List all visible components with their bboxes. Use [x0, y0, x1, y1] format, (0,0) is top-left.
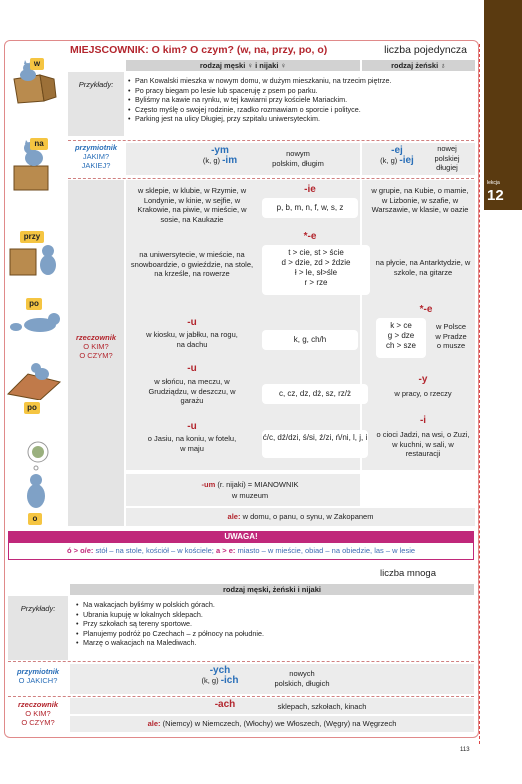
adj-masc-endings [190, 146, 250, 165]
uwaga-rule1-head: ó > o/e: [66, 546, 94, 555]
ie-letters: p, b, m, n, f, w, s, z [276, 203, 344, 212]
na-tag-label: na [34, 139, 44, 148]
plural-examples-list [76, 600, 472, 648]
ie-letters-box [262, 198, 358, 218]
plural-adj-example-2: polskich, długich [274, 678, 330, 688]
example-item: • Parking jest na ulicy Długiej, przy szpitalu uniwersyteckim. [128, 114, 474, 124]
plural-ale-row [70, 719, 474, 729]
lesson-number: 12 [487, 187, 504, 204]
u3-examples: o Jasiu, na koniu, w fotelu, w maju [147, 434, 237, 453]
adj-masc-ending-ym: -ym [211, 145, 229, 156]
fem-e-examples [428, 322, 474, 351]
fem-e-rule: g > dze [387, 331, 415, 340]
divider [8, 696, 474, 697]
plural-noun-question-1: O KIM? [25, 709, 51, 718]
um-cell [126, 474, 360, 506]
plural-adjective-label: przymiotnik [16, 667, 60, 676]
fem-e-rule: ch > sze [385, 341, 416, 350]
masc-neut-header-text: rodzaj męski ♀ i nijaki ♀ [199, 61, 287, 70]
page-margin-line [479, 44, 480, 744]
divider [68, 178, 474, 179]
po-tag-1 [26, 298, 42, 310]
page-number: 113 [460, 747, 470, 753]
fem-i-ending: -i [419, 415, 427, 426]
um-example: w muzeum [231, 491, 269, 500]
uwaga-rule1-text: stół – na stole, kościół – w kościele; [95, 546, 214, 555]
divider [8, 661, 474, 662]
ie-ending: -ie [304, 184, 316, 195]
plural-adj-kg: (k, g) [201, 675, 219, 685]
adjective-question-2: JAKIEJ? [81, 161, 111, 170]
example-item: • Pan Kowalski mieszka w nowym domu, w dużym mieszkaniu, na trzecim piętrze. [128, 76, 474, 86]
masc-neut-header [126, 60, 360, 71]
w-tag [30, 58, 44, 70]
adj-fem-example-3: długiej [436, 163, 458, 172]
plural-ach-ending: -ach [214, 699, 236, 710]
plural-example-item: • Na wakacjach byliśmy w polskich górach. [76, 600, 472, 610]
po-tag-2-label: po [27, 403, 37, 412]
fem-e-example: w Pradze [435, 331, 467, 341]
u3-letters: ć/c, dź/dzi, ś/si, ź/zi, ń/ni, l, j, i [262, 433, 368, 442]
fem-e-rule: k > ce [390, 321, 412, 330]
u3-letters-box [262, 430, 368, 458]
plural-example-item: • Planujemy podróż po Czechach – z północy na południe. [76, 629, 472, 639]
plural-adj-ending-ich: -ich [220, 674, 239, 686]
plural-header [70, 584, 474, 595]
plural-noun-label-block [8, 700, 68, 727]
noun-label: rzeczownik [75, 333, 116, 342]
plural-noun-question-2: O CZYM? [21, 718, 55, 727]
plural-noun-label: rzeczownik [17, 700, 58, 709]
page-title: MIEJSCOWNIK: O kim? O czym? (w, na, przy, po, o) [70, 44, 328, 56]
uwaga-body [8, 543, 474, 560]
examples-label: Przykłady: [78, 80, 114, 89]
fem-header-text: rodzaj żeński ♁ [391, 61, 446, 70]
alt-rules-box [262, 245, 370, 295]
fem-ie-examples: w grupie, na Kubie, o mamie, w Lizbonie, w szafie, w Warszawie, w klasie, w oazie [371, 186, 469, 214]
uwaga-rule2-head: a > e: [215, 546, 236, 555]
adj-fem-example-1: nowej [437, 144, 457, 153]
plural-adjective-question: O JAKICH? [18, 676, 58, 685]
w-tag-label: w [33, 59, 41, 68]
example-item: • Po pracy biegam po lesie lub spaceruję z psem po parku. [128, 86, 474, 96]
plural-header-text: rodzaj męski, żeński i nijaki [223, 585, 321, 594]
przy-tag [20, 231, 44, 243]
plural-adj-endings [180, 666, 260, 685]
ale-text: w domu, o panu, o synu, w Zakopanem [242, 512, 374, 521]
adj-fem-endings [372, 146, 422, 165]
adj-fem-examples [424, 144, 470, 173]
plural-ach-examples: sklepach, szkołach, kinach [277, 702, 367, 711]
adjective-question-1: JAKIM? [82, 152, 110, 161]
adj-masc-kg: (k, g) [202, 155, 220, 165]
uwaga-rule2-text: miasto – w mieście, obiad – na obiedzie, las – w lesie [237, 546, 416, 555]
um-note: (r. nijaki) = MIANOWNIK [217, 480, 299, 489]
alt-rule: ł > le, sł>śle [294, 268, 338, 277]
u2-letters-box [262, 384, 368, 404]
plural-ale-text: (Niemcy) w Niemczech, (Włochy) we Włoszech, (Węgry) na Węgrzech [162, 719, 397, 728]
plural-adj-examples [262, 669, 342, 688]
o-tag [28, 513, 42, 525]
fem-y-ending: -y [418, 374, 428, 385]
plural-example-item: • Marzę o wakacjach na Malediwach. [76, 638, 472, 648]
cat-thinking-picture [14, 440, 60, 512]
adj-masc-example-2: polskim, długim [272, 158, 324, 168]
alt-rule: d > dzie, zd > ździe [281, 258, 351, 267]
um-ending: -um [201, 480, 216, 489]
fem-e-rules-box [376, 318, 426, 358]
u1-letters-box [262, 330, 358, 350]
lesson-side-tab [484, 0, 522, 210]
po-tag-2 [24, 402, 40, 414]
o-tag-label: o [32, 514, 38, 523]
adj-fem-ending-iej: -iej [399, 154, 414, 166]
example-item: • Często myślę o swojej rodzinie, rzadko rozmawiam o sporcie i polityce. [128, 105, 474, 115]
number-label: liczba pojedyncza [384, 44, 467, 56]
po-tag-1-label: po [29, 299, 39, 308]
ie-examples: w sklepie, w klubie, w Rzymie, w Londynie, w kinie, w sejfie, w Krakowie, na piwie, w mieście, w sosie, na Kaukazie [137, 186, 247, 224]
um-rule [140, 480, 360, 490]
adj-masc-examples [258, 149, 338, 168]
noun-question-2: O CZYM? [79, 351, 113, 360]
adj-fem-ending-ej: -ej [391, 145, 403, 156]
plural-examples-label: Przykłady: [20, 604, 56, 613]
cat-on-roof-picture [6, 360, 62, 400]
plural-number-label: liczba mnoga [380, 568, 436, 579]
plural-adj-example-1: nowych [289, 669, 315, 678]
fem-e-example: o musze [436, 341, 466, 350]
ale-row [126, 512, 475, 522]
fem-header [362, 60, 475, 71]
section-title [70, 44, 475, 58]
u2-ending: -u [187, 363, 197, 374]
u1-examples: w kiosku, w jabłku, na rogu, na dachu [146, 330, 238, 349]
adj-fem-kg: (k, g) [380, 155, 398, 165]
adjective-label: przymiotnik [74, 143, 118, 152]
przy-tag-label: przy [23, 232, 41, 241]
plural-ale-label: ale: [147, 719, 161, 728]
fem-e-ending: *-e [419, 304, 433, 315]
plural-example-item: • Ubrania kupuję w lokalnych sklepach. [76, 610, 472, 620]
u1-letters: k, g, ch/h [293, 335, 327, 344]
plural-example-item: • Przy szkołach są tereny sportowe. [76, 619, 472, 629]
alt-rule: t > cie, st > ście [288, 248, 344, 257]
adj-masc-ending-im: -im [222, 154, 238, 166]
u1-ending: -u [187, 317, 197, 328]
singular-examples-list [128, 76, 474, 124]
u2-examples: w słońcu, na meczu, w Grudziądzu, w deszczu, w garażu [148, 377, 236, 405]
alt-ending: *-e [303, 231, 317, 242]
adj-masc-example-1: nowym [286, 149, 310, 158]
fem-y-examples: w pracy, o rzeczy [394, 389, 452, 398]
example-item: • Byliśmy na kawie na rynku, w tej kawiarni przy kościele Mariackim. [128, 95, 474, 105]
u2-letters: c, cz, dz, dż, sz, rz/ż [278, 389, 351, 398]
alt-rule: r > rze [304, 278, 328, 287]
na-tag [30, 138, 48, 150]
noun-question-1: O KIM? [83, 342, 109, 351]
adj-fem-example-2: polskiej [434, 153, 460, 163]
divider [68, 140, 474, 141]
uwaga-title: UWAGA! [8, 531, 474, 543]
fem-e-example: w Polsce [435, 322, 466, 331]
ale-label: ale: [227, 512, 241, 521]
plural-adj-ending-ych: -ych [209, 665, 231, 676]
u3-ending: -u [187, 421, 197, 432]
noun-label-block [68, 333, 124, 360]
fem-i-examples: o cioci Jadzi, na wsi, o Zuzi, w kuchni, w sali, w restauracji [376, 430, 470, 458]
fem-alt-examples: na płycie, na Antarktydzie, w szkole, na gitarze [375, 258, 471, 277]
alt-examples: na uniwersytecie, w mieście, na snowboardzie, o gwieździe, na stole, na krześle, na rowerze [130, 250, 254, 278]
plural-adjective-label-block [8, 667, 68, 685]
lesson-label: lekcja [487, 180, 500, 186]
adjective-label-block [68, 143, 124, 170]
